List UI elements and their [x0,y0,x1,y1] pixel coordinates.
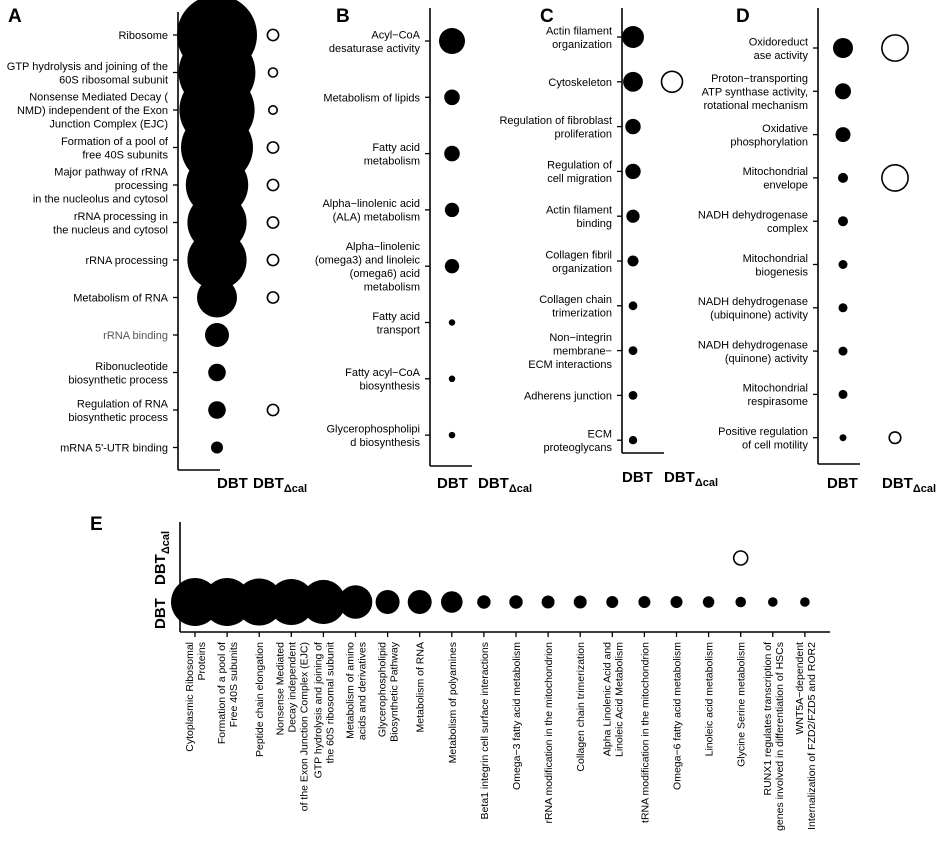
panel-d-dbt-dot [835,83,851,99]
panel-d-category-label: complex [767,222,808,235]
panel-c-category-label: Collagen chain [539,294,612,307]
panel-c-dbt-dot [626,210,639,223]
panel-b-dbt-dot [444,146,460,162]
panel-e-dbt-dot [441,591,463,613]
panel-e-category-label: Nonsense Mediated [274,642,287,736]
panel-a-dbt-dot [208,401,226,419]
panel-e-category-label: of the Exon Junction Complex (EJC) [298,642,311,812]
panel-d-dbt-delta-cal-dot [882,165,908,191]
panel-a-category-label: NMD) independent of the Exon [16,105,168,117]
panel-a-dbt-dot [211,442,223,454]
panel-c-dbt-dot [629,301,638,310]
panel-d-dbt-delta-cal-dot [889,432,901,444]
panel-c-category-label: proliferation [554,128,612,141]
panel-a-dbt-delta-cal-dot [269,106,277,114]
panel-b-dbt-dot [449,432,456,439]
panel-b-category-label: Acyl−CoA [371,29,420,42]
panel-d-category-label: ATP synthase activity, [701,86,808,99]
panel-e-category-label: Omega−3 fatty acid metabolism [511,642,523,790]
panel-a-category-label: Formation of a pool of [60,135,168,148]
panel-d-category-label: Oxidative [762,122,808,135]
panel-e-category-label: Decay independent [286,642,299,733]
panel-e-series-label-dbt-delta-cal: $DBT_{\Delta cal}$ [152,530,172,585]
panel-e-category-label: acids and derivatives [356,642,369,741]
panel-d-dbt-dot [839,303,848,312]
panel-b-category-label: Fatty acid [372,310,420,323]
panel-d-category-label: NADH dehydrogenase [697,296,808,309]
panel-d-category-label: phosphorylation [730,136,808,149]
panel-a-category-label: Junction Complex (EJC) [49,118,168,131]
panel-b-category-label: Alpha−linolenic acid [322,198,420,211]
panel-d-category-label: Oxidoreduct [748,36,808,49]
panel-c-category-label: Actin filament [545,204,612,217]
panel-a-category-label: in the nucleolus and cytosol [32,193,168,206]
panel-d-dbt-dot [838,216,848,226]
panel-e-dbt-dot [408,590,432,614]
panel-e-category-label: Internalization of FZD2/FZD5 and ROR2 [805,642,818,830]
panel-e-dbt-dot [703,596,715,608]
panel-b-category-label: Fatty acid [372,141,420,154]
panel-a-category-label: Major pathway of rRNA [54,166,168,179]
panel-b-series-label-dbt-delta-cal: $DBT_{\Delta cal}$ [478,475,533,495]
panel-b-letter: B [336,6,350,27]
panel-d-dbt-delta-cal-dot [882,35,908,61]
panel-c-dbt-dot [629,391,638,400]
panel-e-category-label: Glycine Serine metabolism [735,642,748,767]
panel-e-category-label: Alpha Linolenic Acid and [601,642,614,757]
panel-c-dbt-dot [622,26,644,48]
panel-c-category-label: binding [576,217,612,230]
panel-d-letter: D [736,6,750,27]
panel-c-dbt-dot [625,164,640,179]
panel-d-category-label: rotational mechanism [703,99,808,112]
panel-b-dbt-dot [445,203,459,217]
panel-e-category-label: Linoleic acid metabolism [703,642,716,757]
panel-a-category-label: 60S ribosomal subunit [59,74,168,87]
panel-e-category-label: Peptide chain elongation [254,642,267,758]
panel-a-dbt-dot [197,278,237,318]
panel-a-dbt-delta-cal-dot [267,142,278,153]
panel-e-dbt-dot [671,596,683,608]
panel-b-category-label: (omega3) and linoleic [314,254,420,267]
panel-a-dbt-delta-cal-dot [267,179,278,190]
panel-e-dbt-dot [477,595,490,608]
panel-a-category-label: Ribosome [118,30,168,42]
panel-a-category-label: processing [114,180,168,192]
panel-e-category-label: Free 40S subunits [228,642,241,728]
panel-d-dbt-dot [839,260,848,269]
panel-e-category-label: Metabolism of polyamines [446,642,459,764]
panel-d-dbt-dot [836,127,851,142]
panel-a-dbt-delta-cal-dot [269,68,278,77]
panel-c-category-label: organization [552,38,612,51]
panel-d-dbt-dot [840,434,847,441]
panel-b-series-label-dbt: DBT [437,475,468,492]
panel-b-category-label: biosynthesis [359,380,420,393]
panel-c-dbt-dot [625,119,640,134]
panel-b-category-label: Metabolism of lipids [323,92,420,105]
panel-e-dbt-delta-cal-dot [734,551,748,565]
panel-e-category-label: Proteins [196,642,208,681]
panel-e-category-label: Metabolism of amino [344,642,357,739]
panel-c-category-label: Non−integrin [549,332,612,345]
panel-d-dbt-dot [833,38,853,58]
panel-a-category-label: free 40S subunits [82,149,168,162]
panel-d-dbt-dot [839,347,848,356]
panel-b-dbt-dot [444,90,460,106]
panel-e-category-label: tRNA modification in the mitochondrion [639,642,652,823]
panel-e-letter: E [90,514,103,535]
panel-c-dbt-dot [623,72,643,92]
panel-e-dbt-dot [768,597,778,607]
panel-c-series-label-dbt-delta-cal: $DBT_{\Delta cal}$ [664,469,719,489]
panel-b-category-label: Alpha−linolenic [345,240,420,253]
panel-b-category-label: (omega6) acid [349,267,420,280]
panel-a-category-label: biosynthetic process [68,411,168,424]
panel-a-dbt-delta-cal-dot [267,217,278,228]
panel-c-category-label: Actin filament [545,25,612,38]
panel-a-series-label-dbt: DBT [217,475,248,492]
panel-e-category-label: Omega−6 fatty acid metabolism [671,642,684,790]
panel-e-dbt-dot [509,595,522,608]
panel-a-dbt-delta-cal-dot [267,29,278,40]
panel-d-dbt-dot [838,173,848,183]
panel-b-dbt-dot [449,319,456,326]
panel-c-category-label: proteoglycans [543,441,612,454]
panel-a-letter: A [8,6,22,27]
panel-c-category-label: Collagen fibril [545,249,612,262]
panel-d-category-label: biogenesis [755,266,808,279]
panel-e-category-label: Cytoplasmic Ribosomal [184,642,196,752]
panel-b-category-label: (ALA) metabolism [332,211,420,224]
panel-c-dbt-dot [629,436,637,444]
panel-c-category-label: Adherens junction [523,390,612,403]
panel-e-dbt-dot [735,597,746,608]
panel-b-category-label: Fatty acyl−CoA [345,367,420,380]
panel-c-category-label: membrane− [552,345,612,358]
panel-e-category-label: Metabolism of RNA [414,642,427,733]
panel-c-category-label: Regulation of [547,159,612,172]
panel-d-category-label: (ubiquinone) activity [710,309,808,322]
panel-e-dbt-dot [638,596,650,608]
panel-e-dbt-dot [339,585,373,619]
panel-b-category-label: desaturase activity [328,42,420,55]
panel-e-dbt-dot [542,596,555,609]
panel-d-category-label: Mitochondrial [742,252,808,265]
panel-c-category-label: organization [552,262,612,275]
panel-c-letter: C [540,6,554,27]
panel-a-category-label: rRNA processing in [73,210,168,223]
panel-e-category-label: Glycerophospholipid [376,642,389,738]
panel-d-category-label: Positive regulation [718,425,808,438]
panel-d-category-label: Proton−transporting [711,72,808,85]
panel-d-category-label: NADH dehydrogenase [697,339,808,352]
panel-e-category-label: genes involved in differentiation of HSCs [773,642,786,831]
panel-e-category-label: Beta1 integrin cell surface interactions [478,642,491,820]
panel-d-category-label: Mitochondrial [742,382,808,395]
panel-c-dbt-dot [629,346,638,355]
panel-e-dbt-dot [606,596,618,608]
panel-b-category-label: transport [376,324,420,337]
panel-e-category-label: the 60S ribosomal subunit [324,642,337,764]
panel-b-dbt-dot [439,28,465,54]
panel-a-category-label: Ribonucleotide [95,360,168,373]
panel-d-category-label: of cell motility [741,439,808,452]
panel-e-dbt-dot [800,597,810,607]
panel-e-category-label: GTP hydrolysis and joining of [312,642,325,779]
panel-e-category-label: rRNA modification in the mitochondrion [543,642,556,824]
panel-b-dbt-dot [445,259,459,273]
panel-d-series-label-dbt: DBT [827,475,858,492]
panel-a-dbt-delta-cal-dot [267,292,278,303]
panel-e-dbt-dot [376,590,400,614]
panel-a-category-label: Regulation of RNA [76,398,168,411]
panel-e-category-label: Linoleic Acid Metabolism [613,642,626,757]
panel-a-category-label: biosynthetic process [68,374,168,387]
panel-a-dbt-dot [205,323,229,347]
panel-c-dbt-dot [628,256,639,267]
panel-d-series-label-dbt-delta-cal: $DBT_{\Delta cal}$ [882,475,937,495]
panel-d-category-label: NADH dehydrogenase [697,209,808,222]
panel-d-category-label: respirasome [747,396,808,409]
panel-b-category-label: Glycerophospholipi [326,423,420,436]
panel-e-category-label: WNT5A−dependent [793,642,806,735]
panel-a-category-label: the nucleus and cytosol [53,224,168,237]
panel-a-dbt-delta-cal-dot [267,254,278,265]
panel-a-category-label: GTP hydrolysis and joining of the [6,60,168,73]
panel-c-category-label: Regulation of fibroblast [499,114,612,127]
panel-c-category-label: Cytoskeleton [548,76,612,89]
panel-e-category-label: Collagen chain trimerization [575,642,588,772]
panel-c-category-label: ECM [587,428,612,441]
panel-d-category-label: (quinone) activity [724,352,808,365]
panel-c-dbt-delta-cal-dot [662,71,683,92]
panel-a-category-label: Metabolism of RNA [73,292,168,305]
panel-a-category-label: Nonsense Mediated Decay ( [29,91,168,104]
panel-a-category-label: rRNA processing [85,255,168,267]
panel-e-series-label-dbt: DBT [152,598,169,629]
panel-e-dbt-dot [574,596,587,609]
panel-e-category-label: Formation of a pool of [216,642,229,745]
panel-c-category-label: trimerization [552,307,612,320]
panel-b-category-label: d biosynthesis [350,436,420,449]
panel-b-dbt-dot [449,376,456,383]
panel-b-category-label: metabolism [363,155,420,168]
panel-b-category-label: metabolism [363,281,420,294]
panel-d-category-label: ase activity [753,49,808,62]
panel-a-dbt-delta-cal-dot [267,404,278,415]
panel-e-category-label: Biosynthetic Pathway [388,642,401,742]
panel-c-category-label: cell migration [547,173,612,186]
panel-a-series-label-dbt-delta-cal: $DBT_{\Delta cal}$ [253,475,308,495]
panel-e-category-label: RUNX1 regulates transcription of [761,642,774,796]
panel-c-series-label-dbt: DBT [622,469,653,486]
panel-a-dbt-dot [208,364,226,382]
panel-a-category-label: mRNA 5'-UTR binding [60,442,168,455]
panel-d-dbt-dot [839,390,848,399]
panel-a-category-label: rRNA binding [103,330,168,342]
panel-d-category-label: Mitochondrial [742,166,808,179]
panel-d-category-label: envelope [763,179,808,192]
panel-c-category-label: ECM interactions [528,359,612,372]
